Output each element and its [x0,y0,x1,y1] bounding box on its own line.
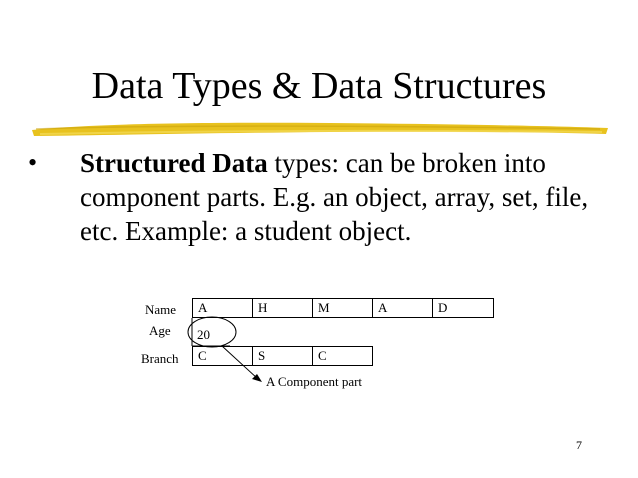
annotation-arrowhead [252,374,262,382]
title-brush-underline [30,116,610,142]
name-cell: H [252,298,312,318]
name-cell: M [312,298,372,318]
branch-cell: C [312,346,373,366]
age-row-label: Age [149,323,171,338]
name-cell: D [432,298,494,318]
branch-cell: S [252,346,312,366]
component-highlight-ellipse [188,317,236,347]
slide-title: Data Types & Data Structures [91,65,547,107]
component-annotation: A Component part [266,374,363,389]
bullet-marker: • [28,148,38,177]
name-cell: A [372,298,432,318]
name-row-label: Name [145,302,177,317]
age-value: 20 [197,327,210,342]
branch-row-label: Branch [141,351,179,366]
branch-cell: C [192,346,252,366]
bullet-description: types: can be broken into component parts. E.g. an object, array, set, file, etc. Example: a student object. [80,148,589,246]
page-number: 7 [576,438,582,452]
name-cell: A [192,298,252,318]
bullet-text [80,146,600,248]
bullet-bold-term: Structured Data [80,148,268,178]
